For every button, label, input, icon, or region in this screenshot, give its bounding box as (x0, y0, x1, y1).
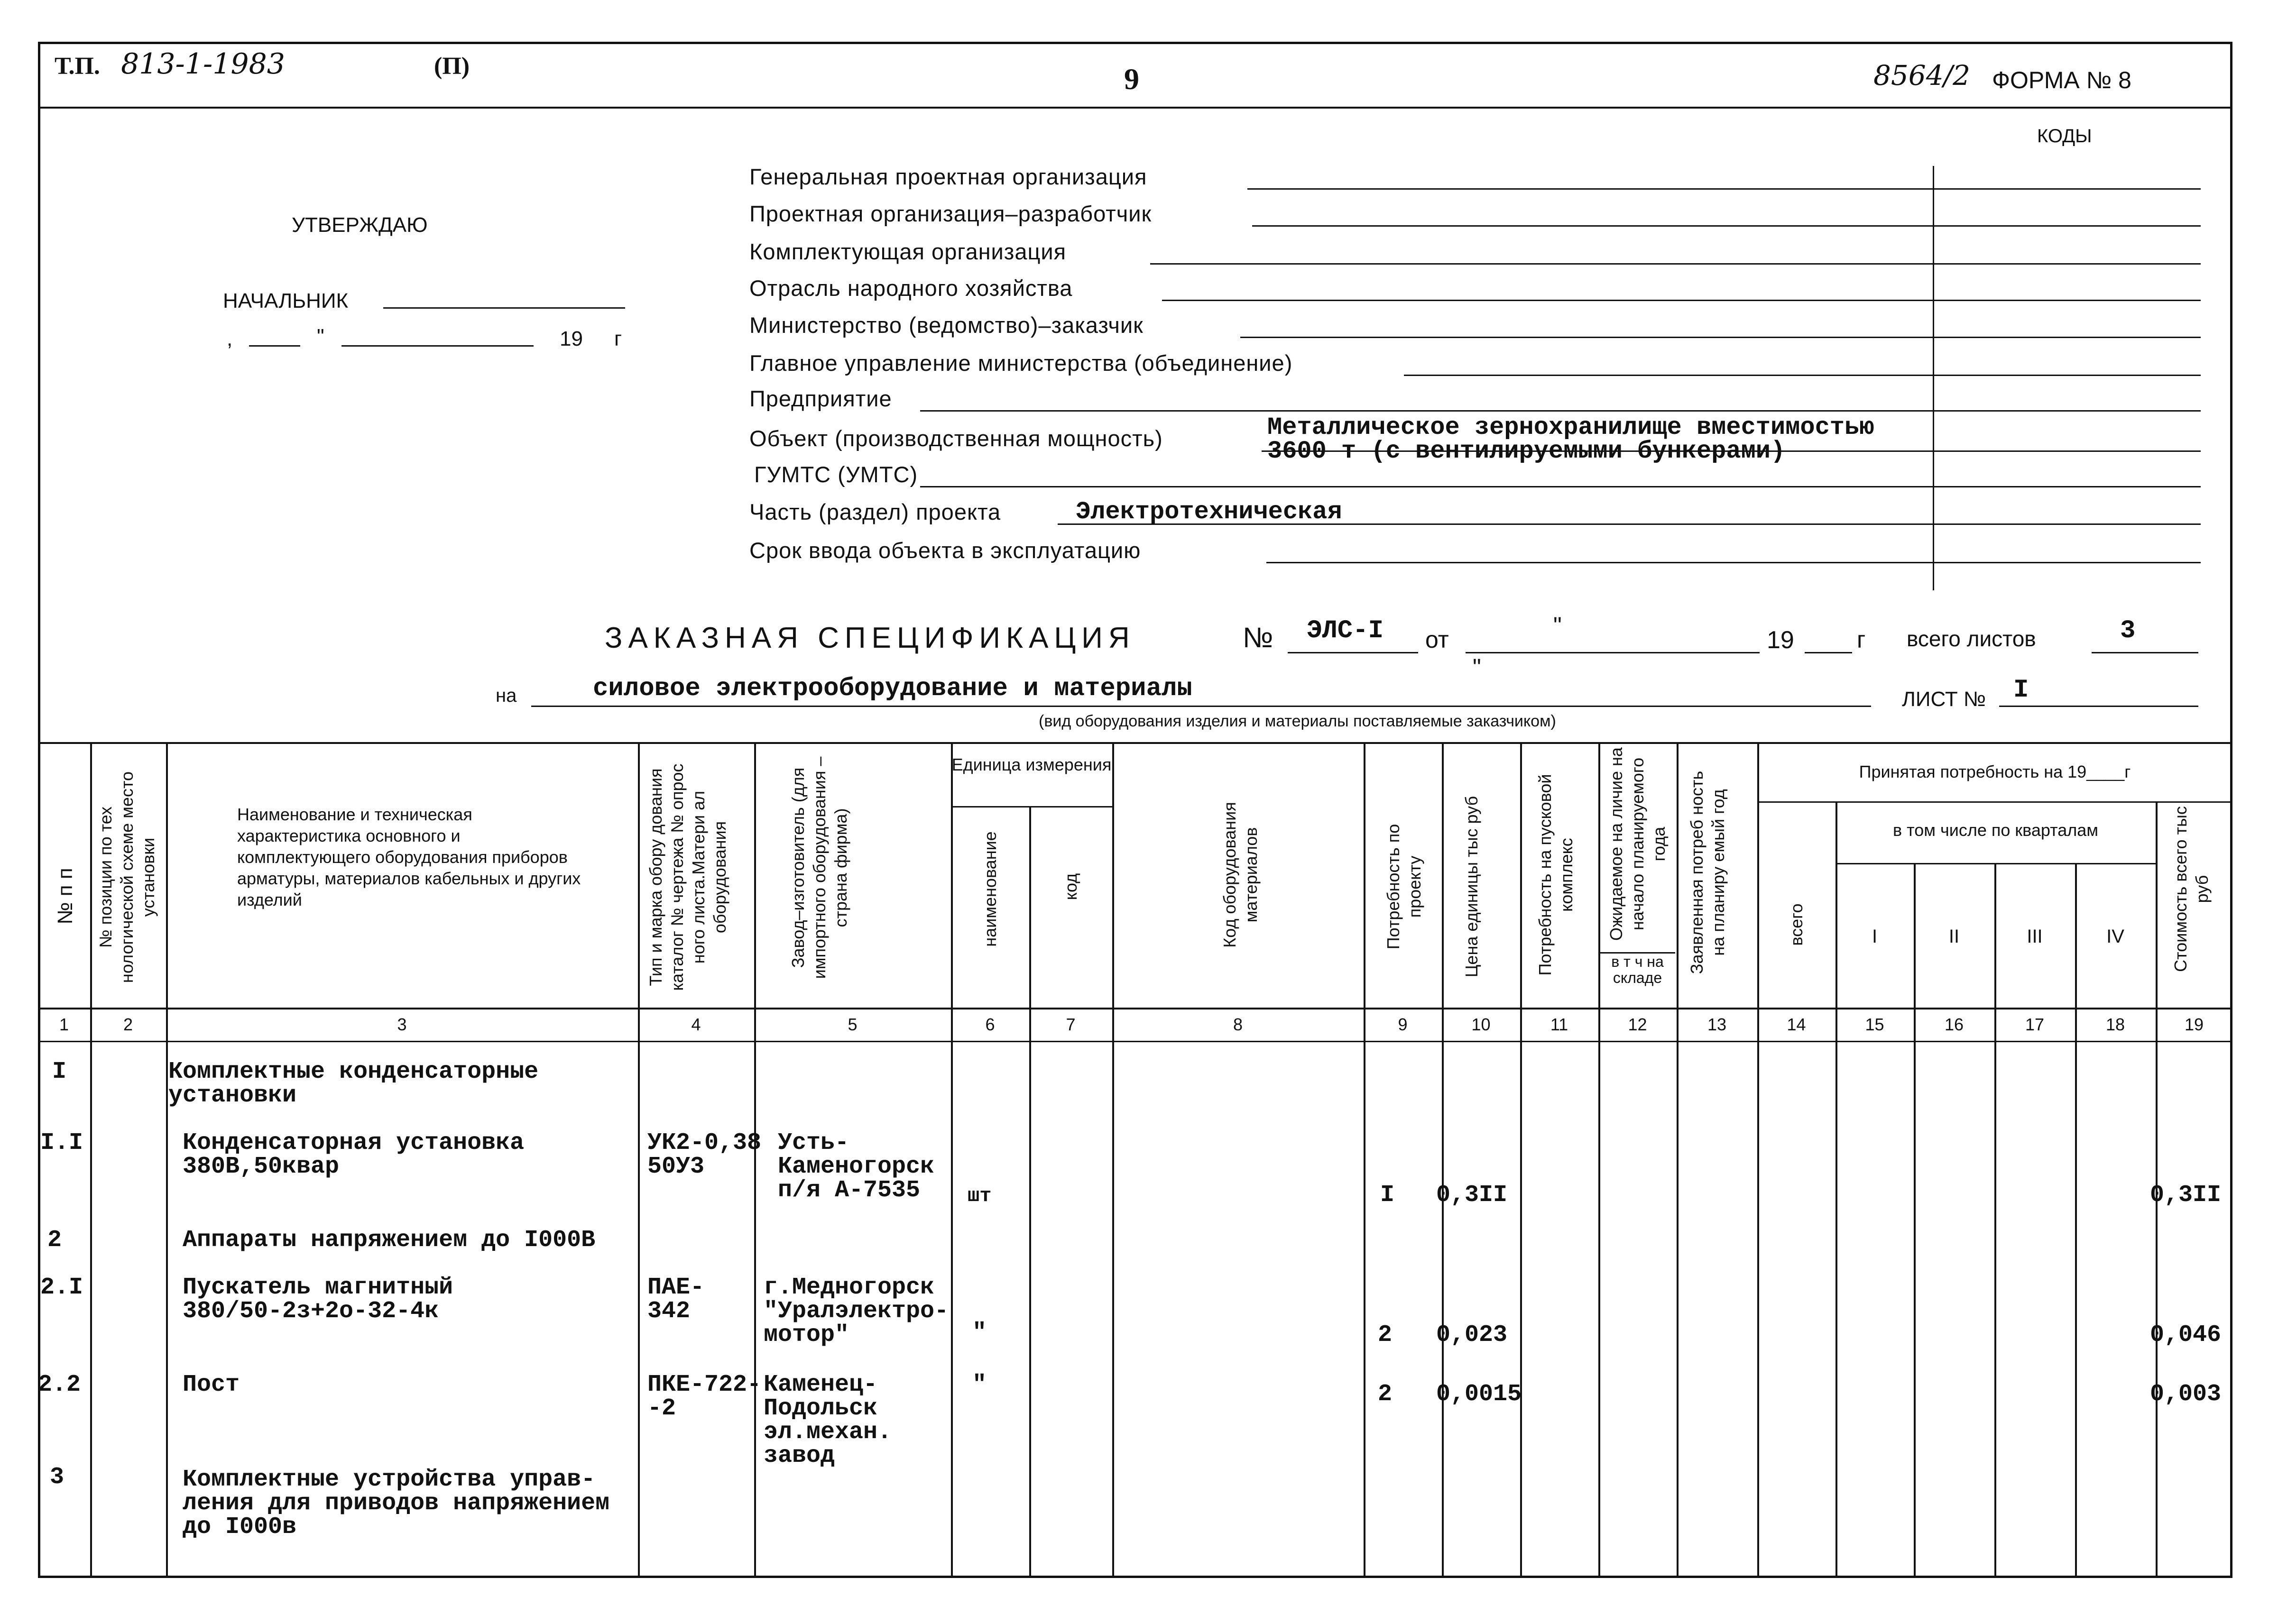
tp-label: Т.П. (55, 53, 100, 80)
th-quarter-1: I (1872, 926, 1878, 947)
row-type: ПАЕ- (647, 1274, 705, 1301)
row-maker-line4: завод (764, 1442, 835, 1469)
field-line-ministry (1240, 337, 2201, 338)
approve-title: УТВЕРЖДАЮ (292, 213, 428, 237)
codes-divider (1933, 166, 1934, 590)
th-type: Тип и марка обору дования каталог № чертежа № опрос ного листа.Матери ал оборудования (646, 763, 729, 991)
row-maker-line3: мотор" (764, 1321, 849, 1349)
col-divider-13 (1757, 742, 1759, 1578)
colnum-5: 5 (848, 1015, 858, 1034)
row-name-line3: до I000в (183, 1514, 297, 1541)
row-unit: " (972, 1371, 987, 1398)
date-year-suffix: г (614, 327, 622, 350)
th-position: № позиции по тех нологической схеме место установки (96, 771, 158, 983)
field-line-object (1262, 450, 2201, 452)
field-line-main-dept (1404, 375, 2201, 376)
colnum-9: 9 (1398, 1015, 1408, 1034)
row-qty: 2 (1378, 1321, 1393, 1349)
archive-number: 8564/2 (1873, 59, 1971, 92)
field-value-object-line2: 3600 т (с вентилируемыми бункерами) (1267, 437, 1786, 465)
row-type: УК2-0,38 (647, 1129, 762, 1156)
row-unit: " (972, 1319, 987, 1346)
th-in-stock: в т ч на складе (1611, 953, 1664, 986)
colnum-15: 15 (1865, 1015, 1884, 1034)
th-name: Наименование и техническая характеристика основного и комплектующего оборудования приборов арматуры, материалов кабельных и других изделий (237, 805, 581, 909)
spec-total-value: 3 (2120, 616, 2136, 645)
th-total: всего (1787, 903, 1806, 946)
header-divider (38, 107, 2232, 109)
date-day-line (249, 345, 300, 347)
row-name: Пост (183, 1371, 240, 1398)
colnum-1: 1 (59, 1015, 69, 1034)
field-label-industry: Отрасль народного хозяйства (749, 275, 1073, 301)
th-declared: Заявленная потреб ность на планиру емый год (1687, 771, 1728, 974)
row-name-line2: установки (168, 1082, 297, 1109)
spec-no-value: ЭЛС-I (1307, 616, 1384, 645)
colnum-19: 19 (2184, 1015, 2204, 1034)
col-divider-14 (1835, 801, 1837, 1578)
spec-sheet-line (1999, 706, 2198, 707)
th-launch-need: Потребность на пусковой комплекс (1535, 774, 1576, 976)
colnum-8: 8 (1233, 1015, 1243, 1034)
th-expected: Ожидаемое на личие на начало планируемого года (1606, 747, 1669, 941)
row-number: 3 (50, 1464, 65, 1491)
colnum-12: 12 (1628, 1015, 1647, 1034)
col-divider-3 (638, 742, 640, 1578)
unit-group-line (951, 806, 1112, 807)
row-maker: Усть- (778, 1129, 849, 1156)
row-qty: I (1380, 1182, 1395, 1209)
row-maker: г.Медногорск (764, 1274, 935, 1301)
th-quarter-3: III (2027, 926, 2043, 947)
table-top-line (38, 742, 2232, 744)
colnum-18: 18 (2105, 1015, 2125, 1034)
row-cost: 0,046 (2150, 1321, 2222, 1349)
field-line-industry (1162, 300, 2201, 301)
spec-sheet-value: I (2013, 676, 2029, 705)
date-year: 19 (560, 327, 583, 350)
th-need-project: Потребность по проекту (1384, 824, 1424, 950)
col-divider-7 (1112, 742, 1114, 1578)
row-name-line2: 380/50-2з+2о-32-4к (183, 1298, 439, 1325)
row-name: Пускатель магнитный (183, 1274, 453, 1301)
th-unit-name: наименование (980, 831, 1000, 947)
row-type: ПКЕ-722- (647, 1371, 762, 1398)
col-divider-15 (1914, 863, 1916, 1578)
row-type-line2: 50У3 (647, 1153, 705, 1180)
col-divider-10 (1520, 742, 1522, 1578)
row-maker-line3: п/я А-7535 (778, 1177, 921, 1204)
col-divider-5 (951, 742, 953, 1578)
row-cost: 0,3II (2150, 1182, 2222, 1209)
spec-no-line (1288, 652, 1418, 653)
field-line-gumts (920, 486, 2201, 487)
row-name: Комплектные устройства управ- (183, 1466, 596, 1493)
page-number: 9 (1124, 62, 1139, 96)
field-label-object: Объект (производственная мощность) (749, 426, 1163, 451)
row-name-line2: ления для приводов напряжением (183, 1490, 610, 1517)
row-maker-line2: "Уралэлектро- (764, 1298, 949, 1325)
date-close-quote: " (317, 325, 324, 348)
spec-quote-open: " (1553, 612, 1562, 639)
spec-na-line (531, 706, 1871, 707)
th-quarter-2: II (1948, 926, 1960, 947)
row-maker-line2: Каменогорск (778, 1153, 935, 1180)
field-label-main-dept: Главное управление министерства (объединение) (749, 350, 1293, 376)
colnum-11: 11 (1550, 1015, 1568, 1034)
tp-number: 813-1-1983 (121, 47, 285, 81)
row-maker-line2: Подольск (764, 1395, 878, 1422)
colnum-16: 16 (1944, 1015, 1964, 1034)
field-label-commission-date: Срок ввода объекта в эксплуатацию (749, 538, 1141, 563)
col-divider-8 (1364, 742, 1365, 1578)
field-line-general-org (1247, 188, 2201, 190)
field-label-ministry: Министерство (ведомство)–заказчик (749, 312, 1144, 338)
accepted-group-line (1757, 801, 2232, 803)
spec-quote-close: " (1473, 654, 1481, 680)
col-divider-1 (90, 742, 92, 1578)
colnum-bottom-line (38, 1041, 2232, 1042)
row-qty: 2 (1378, 1381, 1393, 1408)
th-unit-group: Единица измерения (951, 755, 1112, 774)
field-label-project-part: Часть (раздел) проекта (749, 499, 1001, 524)
colnum-14: 14 (1787, 1015, 1806, 1034)
spec-caption: (вид оборудования изделия и материалы поставляемые заказчиком) (1039, 712, 1556, 730)
row-name: Конденсаторная установка (183, 1129, 525, 1156)
row-price: 0,023 (1436, 1321, 1508, 1349)
form-number: ФОРМА № 8 (1992, 67, 2131, 93)
th-accepted-group: Принятая потребность на 19____г (1859, 762, 2131, 781)
spec-total-line (2092, 652, 2198, 653)
colnum-6: 6 (985, 1015, 995, 1034)
spec-from-label: от (1425, 626, 1449, 653)
row-type-line2: -2 (647, 1395, 676, 1422)
colnum-17: 17 (2025, 1015, 2045, 1034)
row-number: 2 (47, 1227, 62, 1254)
spec-no-label: № (1243, 622, 1273, 653)
field-value-project-part: Электротехническая (1076, 498, 1342, 526)
colnum-4: 4 (691, 1015, 701, 1034)
th-unit-price: Цена единицы тыс руб (1462, 796, 1481, 978)
row-price: 0,0015 (1436, 1381, 1522, 1408)
col-divider-17 (2075, 863, 2077, 1578)
date-open-quote: , (227, 327, 233, 350)
row-number: 2.2 (38, 1371, 81, 1398)
colnum-10: 10 (1471, 1015, 1491, 1034)
th-quarter-4: IV (2106, 926, 2124, 947)
colnum-3: 3 (397, 1015, 407, 1034)
field-line-enterprise (920, 410, 2201, 412)
field-line-design-org (1252, 225, 2201, 227)
col-divider-2 (166, 742, 168, 1578)
chief-label: НАЧАЛЬНИК (223, 289, 349, 312)
spec-na-label: на (496, 685, 517, 706)
colnum-7: 7 (1066, 1015, 1076, 1034)
field-line-commission-date (1266, 562, 2201, 563)
field-label-gumts: ГУМТС (УМТС) (754, 462, 918, 487)
row-number: 2.I (40, 1274, 83, 1301)
field-label-design-org: Проектная организация–разработчик (749, 201, 1152, 226)
th-row-number: № п п (54, 868, 77, 925)
chief-signature-line (383, 307, 625, 309)
row-number: I (52, 1058, 67, 1085)
th-quarters-group: в том числе по кварталам (1892, 820, 2098, 840)
row-maker-line3: эл.механ. (764, 1419, 892, 1446)
field-value-object: Металлическое зернохранилище вместимостью (1267, 413, 1874, 441)
col-divider-11 (1598, 742, 1600, 1578)
row-cost: 0,003 (2150, 1381, 2222, 1408)
row-name: Аппараты напряжением до I000В (183, 1227, 596, 1254)
p-mark: (П) (434, 53, 470, 80)
row-name-line2: 380В,50квар (183, 1153, 340, 1180)
field-line-project-part (1058, 523, 2201, 525)
row-price: 0,3II (1436, 1182, 1508, 1209)
field-label-supply-org: Комплектующая организация (749, 239, 1067, 264)
spec-sheet-label: ЛИСТ № (1902, 688, 1986, 711)
codes-label: КОДЫ (2037, 126, 2092, 147)
th-cost: Стоимость всего тыс руб (2171, 806, 2212, 972)
spec-year-line (1805, 652, 1852, 653)
col-divider-6 (1029, 806, 1031, 1578)
col-divider-4 (754, 742, 756, 1578)
col-divider-9 (1442, 742, 1444, 1578)
field-line-supply-org (1150, 263, 2201, 265)
field-label-enterprise: Предприятие (749, 386, 892, 411)
row-maker: Каменец- (764, 1371, 878, 1398)
spec-year-suffix: г (1857, 626, 1866, 653)
colnum-13: 13 (1707, 1015, 1727, 1034)
th-equipment-code: Код оборудования материалов (1220, 802, 1261, 948)
th-manufacturer: Завод–изготовитель (для импортного оборудования –страна фирма) (788, 756, 850, 979)
col-divider-16 (1994, 863, 1996, 1578)
header-bottom-line (38, 1008, 2232, 1009)
row-number: I.I (40, 1129, 83, 1156)
date-month-line (341, 345, 534, 347)
row-unit: шт (968, 1184, 992, 1207)
field-label-general-org: Генеральная проектная организация (749, 164, 1147, 189)
row-name: Комплектные конденсаторные (168, 1058, 539, 1085)
spec-total-label: всего листов (1907, 626, 2036, 651)
row-type-line2: 342 (647, 1298, 691, 1325)
th-unit-code: код (1061, 873, 1080, 900)
spec-title: ЗАКАЗНАЯ СПЕЦИФИКАЦИЯ (605, 622, 1135, 654)
col-divider-12 (1677, 742, 1679, 1578)
spec-na-value: силовое электрооборудование и материалы (593, 674, 1192, 703)
spec-year: 19 (1767, 626, 1794, 654)
spec-date-line (1466, 652, 1760, 653)
colnum-2: 2 (123, 1015, 133, 1034)
